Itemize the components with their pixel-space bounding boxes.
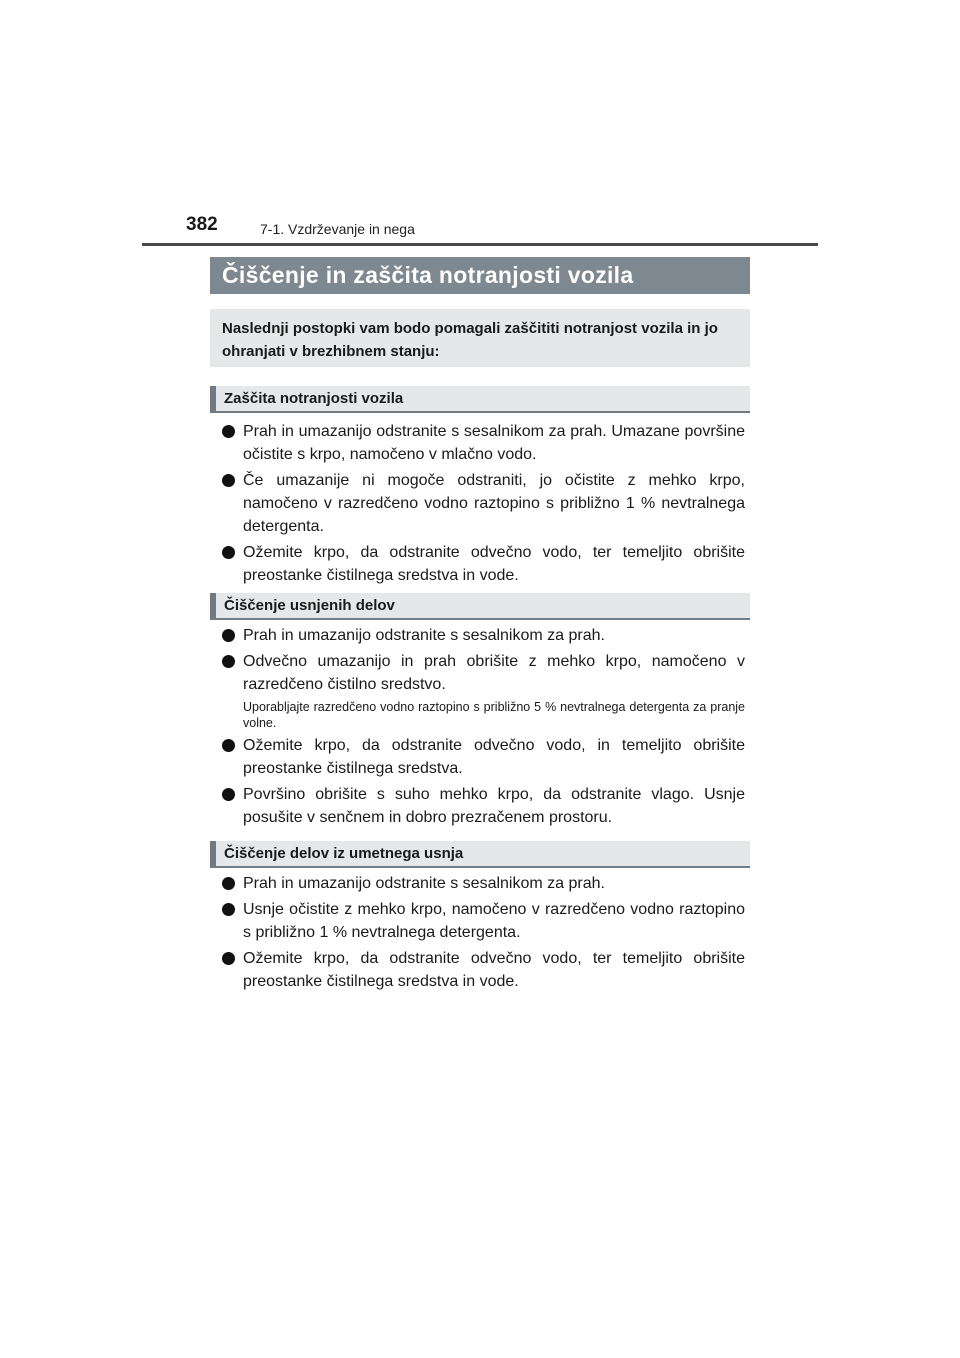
- bullet-icon: [222, 425, 235, 438]
- section-heading-label: Čiščenje usnjenih delov: [224, 597, 395, 614]
- section-heading-leather: [210, 593, 750, 620]
- bullet-icon: [222, 952, 235, 965]
- intro-box: [210, 309, 750, 367]
- page-title-bar: [210, 257, 750, 294]
- synthetic-leather-list: [222, 872, 745, 996]
- list-item: Prah in umazanijo odstranite s sesalnikom za prah.: [222, 624, 745, 647]
- list-item: Ožemite krpo, da odstranite odvečno vodo, in temeljito obrišite preostanke čistilnega sredstva.: [222, 734, 745, 780]
- bullet-icon: [222, 788, 235, 801]
- list-item: Usnje očistite z mehko krpo, namočeno v razredčeno vodno raztopino s približno 1 % nevtralnega detergenta.: [222, 898, 745, 944]
- list-item: Če umazanije ni mogoče odstraniti, jo očistite z mehko krpo, namočeno v razredčeno vodno raztopino s približno 1 % nevtralnega detergenta.: [222, 469, 745, 538]
- bullet-icon: [222, 629, 235, 642]
- list-item: Površino obrišite s suho mehko krpo, da odstranite vlago. Usnje posušite v senčnem in dobro prezračenem prostoru.: [222, 783, 745, 829]
- section-heading-synthetic-leather: [210, 841, 750, 868]
- protection-list: [222, 420, 745, 590]
- section-heading-label: Zaščita notranjosti vozila: [224, 390, 404, 407]
- bullet-icon: [222, 655, 235, 668]
- bullet-icon: [222, 739, 235, 752]
- list-item: Prah in umazanijo odstranite s sesalnikom za prah.: [222, 872, 745, 895]
- bullet-icon: [222, 546, 235, 559]
- chapter-title: 7-1. Vzdrževanje in nega: [260, 221, 415, 237]
- bullet-icon: [222, 474, 235, 487]
- bullet-icon: [222, 877, 235, 890]
- intro-text: Naslednji postopki vam bodo pomagali zaščititi notranjost vozila in jo ohranjati v brezhibnem stanju:: [222, 320, 718, 360]
- section-heading-label: Čiščenje delov iz umetnega usnja: [224, 845, 464, 862]
- list-item: Odvečno umazanijo in prah obrišite z mehko krpo, namočeno v razredčeno čistilno sredstvo.: [222, 650, 745, 696]
- section-heading-protection: [210, 386, 750, 413]
- leather-note: Uporabljajte razredčeno vodno raztopino s približno 5 % nevtralnega detergenta za pranje volne.: [243, 700, 745, 730]
- page-title: Čiščenje in zaščita notranjosti vozila: [222, 262, 634, 288]
- header-divider: [142, 243, 818, 246]
- list-item: Prah in umazanijo odstranite s sesalnikom za prah. Umazane površine očistite s krpo, namočeno v mlačno vodo.: [222, 420, 745, 466]
- list-item: Ožemite krpo, da odstranite odvečno vodo, ter temeljito obrišite preostanke čistilnega sredstva in vode.: [222, 541, 745, 587]
- bullet-icon: [222, 903, 235, 916]
- leather-list: [222, 624, 745, 832]
- list-item: Ožemite krpo, da odstranite odvečno vodo, ter temeljito obrišite preostanke čistilnega sredstva in vode.: [222, 947, 745, 993]
- page-number: 382: [186, 214, 218, 235]
